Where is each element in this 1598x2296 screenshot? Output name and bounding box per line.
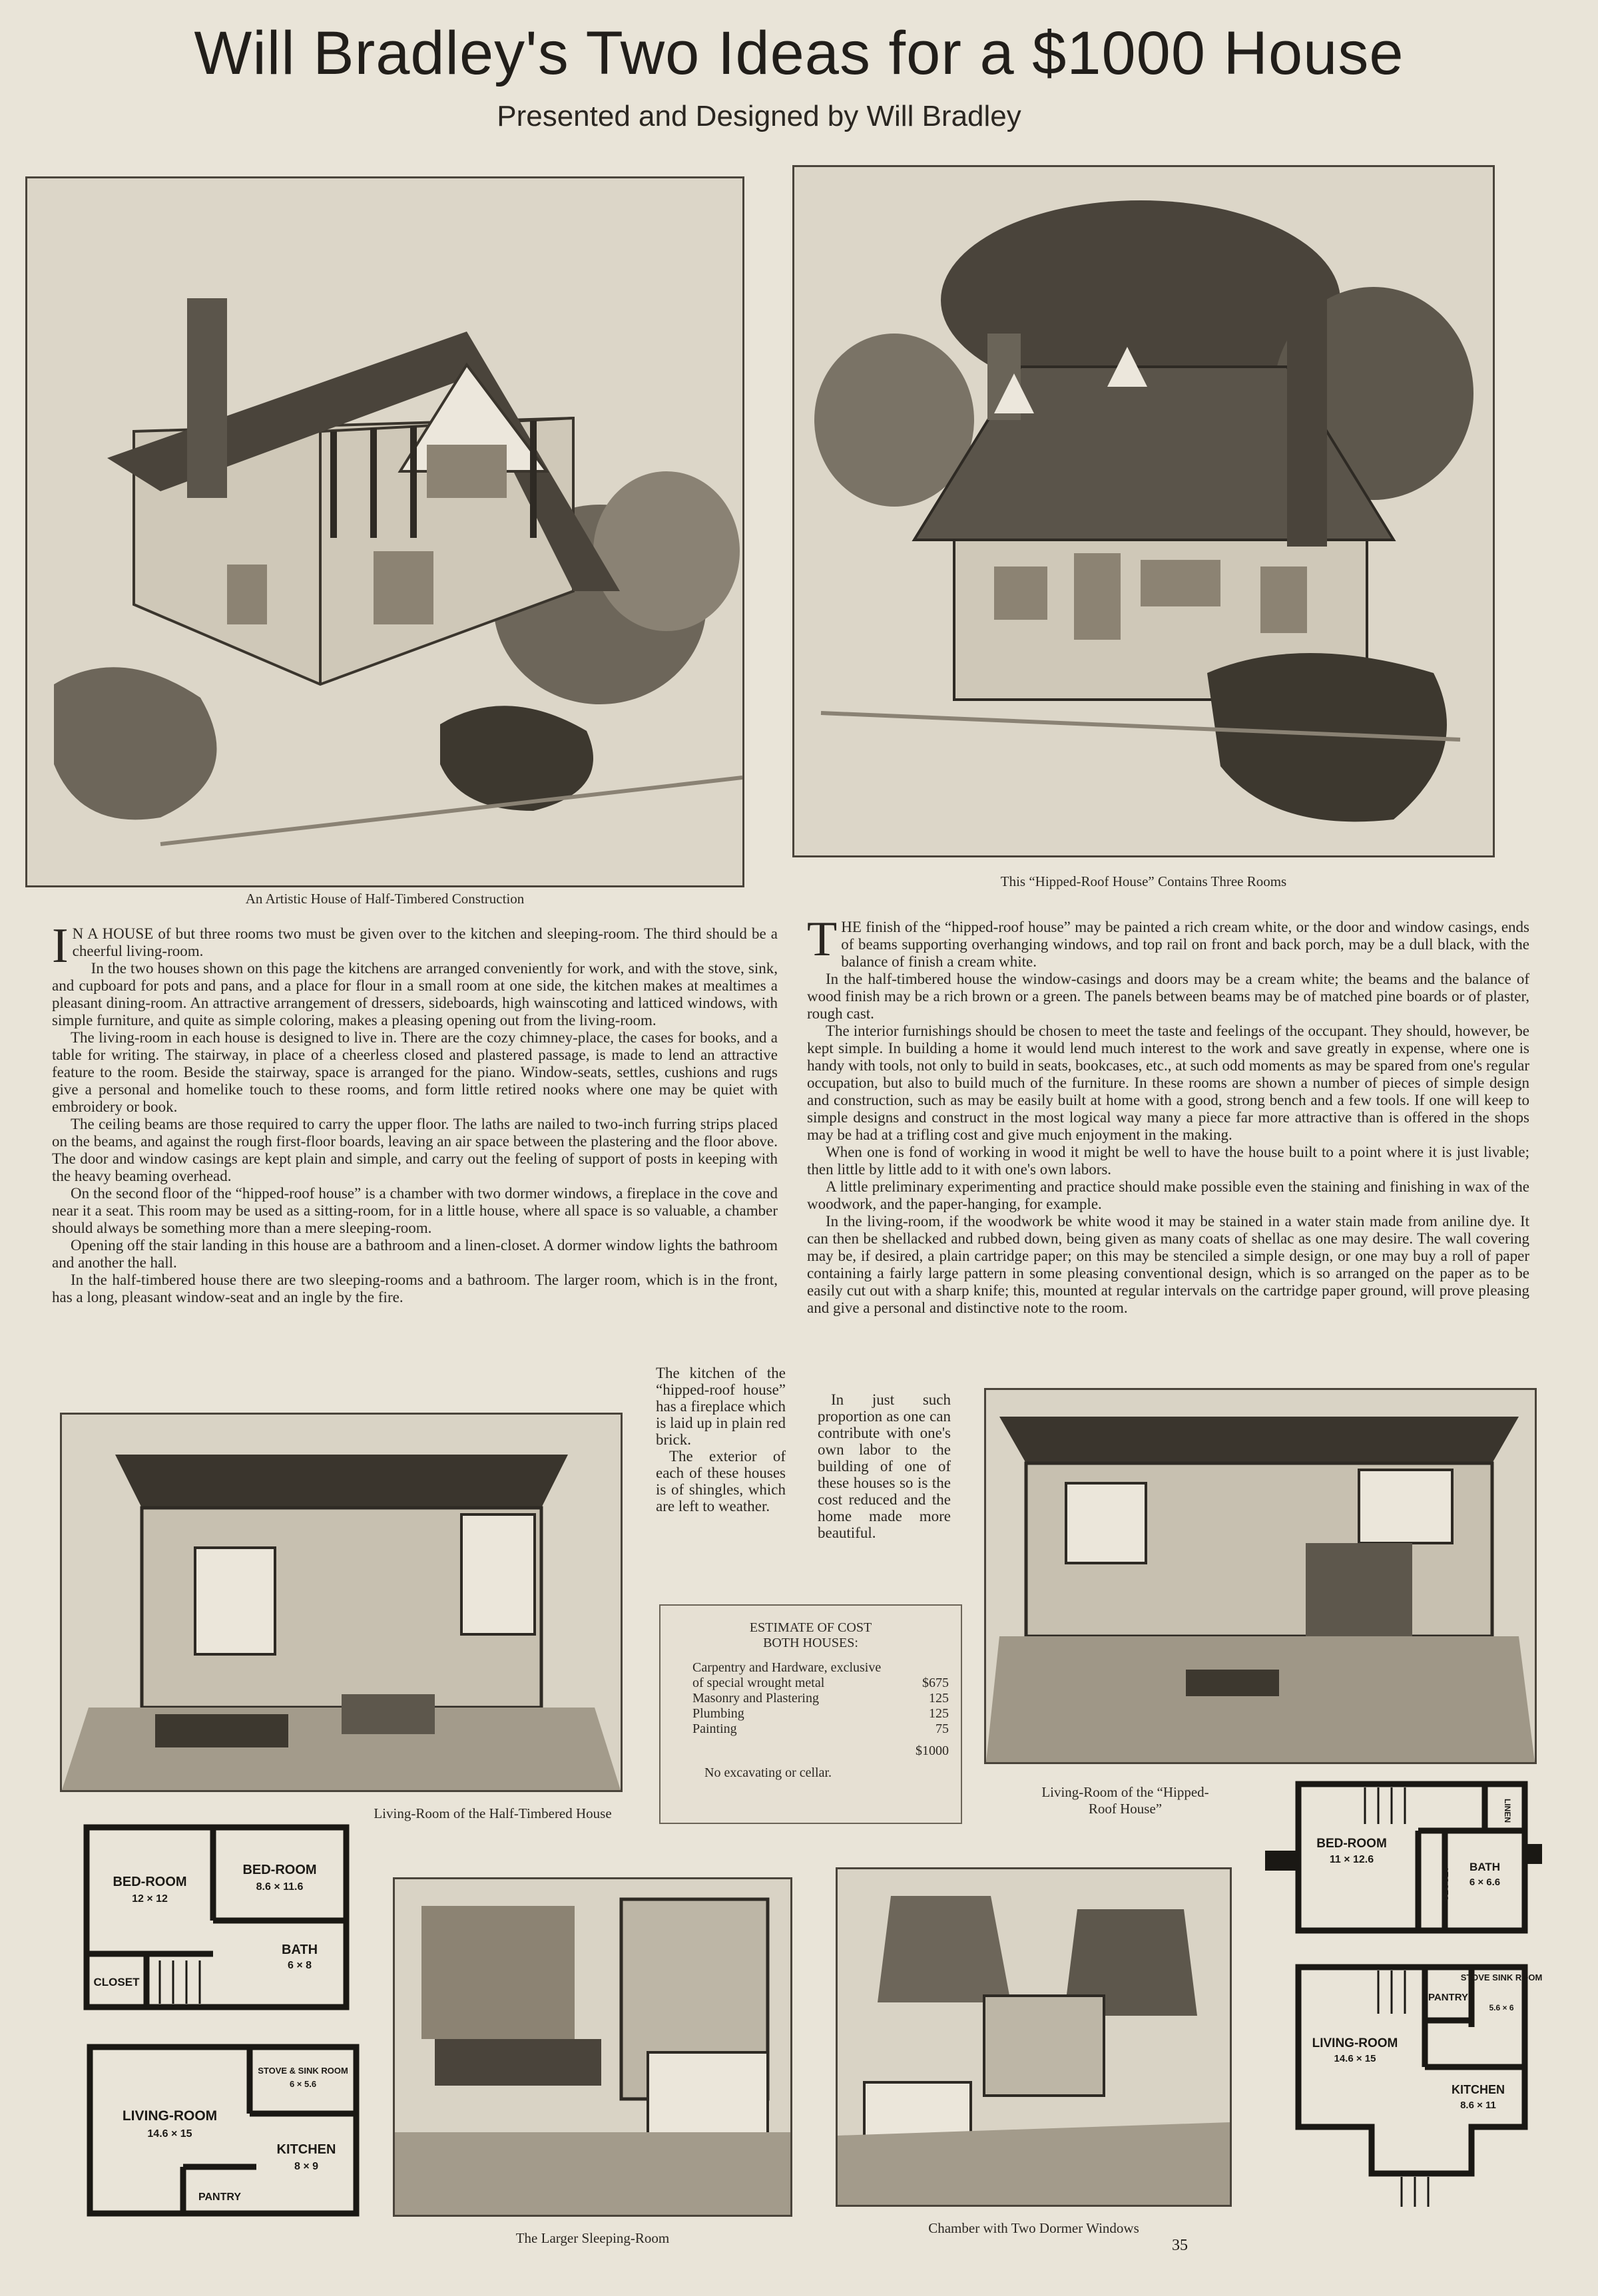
right-paragraph-2: In the half-timbered house the window-casings and doors may be a cream white; the beams and the balance of wood finish may be a rich brown or a green. The panels between beams may be of matched pine boards or of plaster, rough cast.: [807, 971, 1529, 1022]
plan-label: 6 × 5.6: [289, 2079, 317, 2089]
estimate-item-value: $675: [922, 1676, 949, 1690]
plan-label: LIVING-ROOM: [1312, 2036, 1398, 2050]
plan-label: 8.6 × 11: [1460, 2100, 1496, 2111]
plan-label: STOVE & SINK ROOM: [258, 2066, 348, 2076]
plan-label: 14.6 × 15: [147, 2128, 192, 2140]
estimate-item-value: 125: [929, 1706, 949, 1721]
half-timbered-living-room-illustration: [60, 1413, 623, 1792]
left-paragraph-6: Opening off the stair landing in this house are a bathroom and a linen-closet. A dormer window lights the bathroom and another the hall.: [52, 1237, 778, 1271]
right-paragraph-5: A little preliminary experimenting and practice should make possible even the staining and finishing in wax of the woodwork, and the paper-hanging, for example.: [807, 1178, 1529, 1212]
half-timbered-upper-floor-plan: [80, 1821, 360, 2020]
plan-label: 6 × 8: [287, 1960, 312, 1971]
left-dropcap: I: [52, 919, 69, 973]
hipped-roof-lower-floor-plan: [1272, 1954, 1551, 2220]
plan-label: 6 × 6.6: [1469, 1877, 1501, 1888]
plan-label: 11 × 12.6: [1329, 1854, 1374, 1865]
plan-label: BED-ROOM: [113, 1875, 187, 1889]
estimate-of-cost-box: [659, 1604, 962, 1824]
plan-label: BATH: [1469, 1861, 1500, 1873]
contribution-note-column: [818, 1391, 951, 1541]
contribution-paragraph: In just such proportion as one can contribute with one's own labor to the building of one of these houses so is the cost reduced and the home made more beautiful.: [818, 1391, 951, 1541]
sleeping-caption: The Larger Sleeping-Room: [515, 2230, 670, 2246]
left-article-column: [52, 919, 778, 1306]
left-paragraph-3: The living-room in each house is designed to live in. There are the cozy chimney-place, the cases for books, and a table for writing. The stairway, in place of a cheerless closed and plastered passage, is made to lend an attractive feature to the room. Beside the stairway, space is arranged for the piano. Window-seats, settles, cushions and rugs give a personal and homelike touch to these rooms, and form little retired nooks where one may be quiet with embroidery or book.: [52, 1029, 778, 1115]
plan-label: 5.6 × 6: [1489, 2003, 1514, 2012]
estimate-item-label: Plumbing: [692, 1706, 744, 1721]
plan-label: STOVE SINK ROOM: [1460, 1972, 1543, 1982]
plan-label: 14.6 × 15: [1334, 2053, 1376, 2064]
plan-label: CLOSET: [93, 1976, 140, 1988]
estimate-item-value: 125: [929, 1691, 949, 1706]
plan-label: KITCHEN: [276, 2142, 336, 2157]
right-dropcap: T: [807, 912, 838, 967]
living1-caption-text: Living-Room of the Half-Timbered House: [374, 1805, 612, 1821]
right-paragraph-3: The interior furnishings should be chosen to meet the taste and feelings of the occupant. They should, however, be kept simple. In building a home it would lend much interest to the work and save greatly in expense, where one is handy with tools, not only to build in seats, bookcases, etc., at such odd moments as may be spared from one's regular occupation, but also to build much of the furniture. In these rooms are shown a number of pieces of simple design and construction, such as may be easily built at home with a good, strong bench and a few tools. If one will keep to simple designs and construct in the most logical way many a piece far more attractive than is offered in the shops may be had at a trifling cost and give much enjoyment in the making.: [807, 1023, 1529, 1143]
living2-caption-text: Living-Room of the “Hipped-Roof House”: [1041, 1784, 1209, 1817]
plan-label: PANTRY: [198, 2191, 241, 2203]
left-paragraph-4: The ceiling beams are those required to carry the upper floor. The laths are nailed to two-inch furring strips placed on the beams, and against the rough first-floor boards, leaving an air space between the plastering and the floor above. The door and window casings are kept plain and simple, and carry out the feeling of support of posts in keeping with the heavy beaming overhead.: [52, 1116, 778, 1184]
page-number: 35: [1172, 2237, 1188, 2254]
living1-caption: [373, 1805, 613, 1822]
estimate-item-label: Painting: [692, 1722, 737, 1736]
plan-label: BATH: [281, 1943, 318, 1957]
larger-sleeping-room-illustration: [393, 1877, 792, 2217]
exterior-note-paragraph: The exterior of each of these houses is of shingles, which are left to weather.: [656, 1448, 786, 1514]
estimate-item-value: 75: [935, 1722, 949, 1736]
kitchen-note-column: [656, 1365, 786, 1514]
hipped-roof-living-room-illustration: [984, 1388, 1537, 1764]
left-paragraph-2: In the two houses shown on this page the kitchens are arranged conveniently for work, and with the stove, sink, and cupboard for pots and pans, and a place for flour in a small room at one side, the kitchen makes at mealtimes a pleasant dining-room. An attractive arrangement of dressers, sideboards, high wainscoting and latticed windows, with simple furniture, and quite as simple coloring, makes a pleasing opening out from the living-room.: [52, 960, 778, 1029]
estimate-item-label: Carpentry and Hardware, exclusive of special wrought metal: [692, 1660, 882, 1690]
estimate-title: ESTIMATE OF COST: [749, 1620, 872, 1635]
left-paragraph-7: In the half-timbered house there are two sleeping-rooms and a bathroom. The larger room, which is in the front, has a long, pleasant window-seat and an ingle by the fire.: [52, 1271, 778, 1305]
right-paragraph-6: In the living-room, if the woodwork be white wood it may be stained in a water stain made from aniline dye. It can then be shellacked and rubbed down, being given as many coats of shellac as one may desire. The wall covering may be, if desired, a plain cartridge paper; on this may be stenciled a simple design, or one may buy a roll of paper containing a fairly large pattern in some pleasing conventional design, which is so arranged on the paper as to be easily cut out with a sharp knife; this, mounted at regular intervals on the cartridge paper ground, will prove pleasing and give a personal and distinctive note to the room.: [807, 1213, 1529, 1316]
page-title: Will Bradley's Two Ideas for a $1000 House: [194, 19, 1404, 87]
right-paragraph-1: HE finish of the “hipped-roof house” may be painted a rich cream white, or the door and window casings, ends of beams supporting overhanging windows, and top rail on front and back porch, may be a dull black, with the balance of finish a cream white.: [841, 919, 1529, 970]
hipped-roof-upper-floor-plan: [1265, 1777, 1545, 1944]
plan-label: 8 × 9: [294, 2161, 319, 2172]
plan-label: CLOSET: [1440, 1866, 1450, 1902]
half-timbered-house-illustration: [25, 176, 744, 887]
estimate-total: $1000: [916, 1743, 949, 1758]
left-paragraph-1: N A HOUSE of but three rooms two must be given over to the kitchen and sleeping-room. The third should be a cheerful living-room.: [72, 925, 778, 959]
chamber-dormer-illustration: [836, 1867, 1232, 2207]
plan-label: LINEN: [1503, 1799, 1512, 1823]
right-paragraph-4: When one is fond of working in wood it might be well to have the house built to a point where it is just livable; then little by little add to it with one's own labors.: [807, 1144, 1529, 1178]
house2-caption: This “Hipped-Roof House” Contains Three Rooms: [1000, 873, 1287, 889]
plan-label: 12 × 12: [132, 1893, 168, 1905]
kitchen-note-paragraph: The kitchen of the “hipped-roof house” has a fireplace which is laid up in plain red brick.: [656, 1365, 786, 1448]
page-subtitle: Presented and Designed by Will Bradley: [497, 100, 1021, 132]
plan-label: 8.6 × 11.6: [256, 1881, 304, 1893]
living2-caption: [1039, 1784, 1212, 1817]
estimate-subtitle: BOTH HOUSES:: [763, 1636, 858, 1650]
chamber-caption: Chamber with Two Dormer Windows: [928, 2220, 1139, 2236]
hipped-roof-house-illustration: [792, 165, 1495, 857]
half-timbered-lower-floor-plan: [83, 2034, 370, 2233]
left-paragraph-5: On the second floor of the “hipped-roof house” is a chamber with two dormer windows, a fireplace in the cove and near it a seat. This room may be used as a sitting-room, for in a little house, where all space is so valuable, a chamber should always be something more than a mere sleeping-room.: [52, 1185, 778, 1236]
estimate-note: No excavating or cellar.: [704, 1765, 832, 1780]
plan-label: BED-ROOM: [1316, 1837, 1387, 1851]
house1-caption: An Artistic House of Half-Timbered Construction: [245, 891, 525, 907]
right-article-column: [807, 912, 1529, 1317]
estimate-item-label: Masonry and Plastering: [692, 1691, 819, 1706]
plan-label: PANTRY: [1428, 1992, 1468, 2003]
plan-label: LIVING-ROOM: [122, 2108, 218, 2124]
plan-label: BED-ROOM: [242, 1863, 317, 1877]
plan-label: KITCHEN: [1452, 2083, 1505, 2096]
